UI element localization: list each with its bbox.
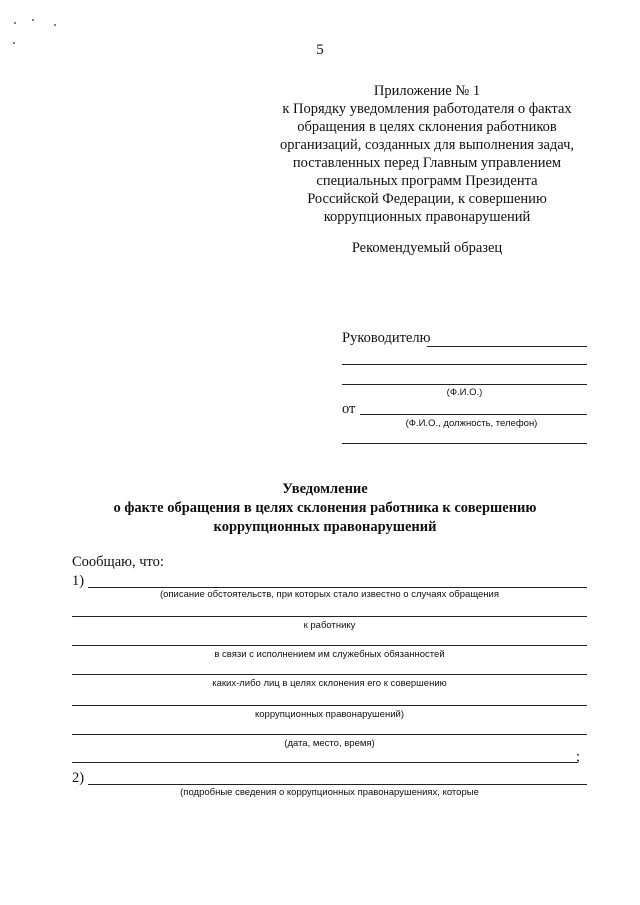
document-title [60, 480, 590, 537]
item-1-caption: каких-либо лиц в целях склонения его к совершению [212, 678, 447, 689]
fio-caption: (Ф.И.О.) [446, 387, 483, 398]
item-1-caption: к работнику [303, 620, 356, 631]
scan-speck [14, 22, 16, 24]
from-caption: (Ф.И.О., должность, телефон) [405, 418, 538, 429]
item-1-fill-line[interactable] [72, 674, 587, 675]
item-2-label: 2) [72, 770, 85, 786]
appendix-line: специальных программ Президента [316, 173, 538, 189]
item-1-fill-line[interactable] [88, 587, 587, 588]
appendix-line: коррупционных правонарушений [323, 209, 531, 225]
title-line: Уведомление [282, 481, 368, 497]
item-1-fill-line[interactable] [72, 645, 587, 646]
item-1-fill-line[interactable] [72, 762, 577, 763]
item-1-label: 1) [72, 573, 85, 589]
appendix-line: организаций, созданных для выполнения задач, [279, 137, 575, 153]
appendix-line: Российской Федерации, к совершению [307, 191, 547, 207]
item-2-fill-line[interactable] [88, 784, 587, 785]
item-1-fill-line[interactable] [72, 616, 587, 617]
from-label: от [342, 401, 356, 417]
intro-text: Сообщаю, что: [72, 554, 164, 570]
to-fill-line-2[interactable] [342, 364, 587, 365]
fio-fill-line[interactable] [342, 384, 587, 385]
appendix-line: обращения в целях склонения работников [297, 119, 557, 135]
from-fill-line[interactable] [360, 414, 587, 415]
appendix-line: поставленных перед Главным управлением [292, 155, 562, 171]
title-line: коррупционных правонарушений [213, 519, 437, 535]
appendix-line: Приложение № 1 [373, 83, 481, 99]
appendix-line: к Порядку уведомления работодателя о фактах [282, 101, 572, 117]
scan-speck [32, 19, 34, 21]
page-number: 5 [316, 42, 324, 58]
item-1-fill-line[interactable] [72, 705, 587, 706]
item-1-caption: коррупционных правонарушений) [255, 709, 404, 720]
from-fill-line-2[interactable] [342, 443, 587, 444]
item-1-caption: (описание обстоятельств, при которых стало известно о случаях обращения [159, 589, 500, 600]
to-row [342, 330, 587, 350]
to-fill-line[interactable] [427, 346, 587, 347]
to-label: Руководителю [342, 330, 431, 346]
appendix-header [262, 82, 592, 226]
scan-speck [54, 24, 56, 26]
item-1-fill-line[interactable] [72, 734, 587, 735]
item-2-caption: (подробные сведения о коррупционных правонарушениях, которые [180, 787, 479, 798]
item-1-end-mark: ; [576, 749, 581, 765]
recommended-sample-label: Рекомендуемый образец [351, 240, 503, 256]
item-1-caption: (дата, место, время) [284, 738, 375, 749]
title-line: о факте обращения в целях склонения работника к совершению [113, 500, 537, 516]
item-1-caption: в связи с исполнением им служебных обязанностей [214, 649, 445, 660]
